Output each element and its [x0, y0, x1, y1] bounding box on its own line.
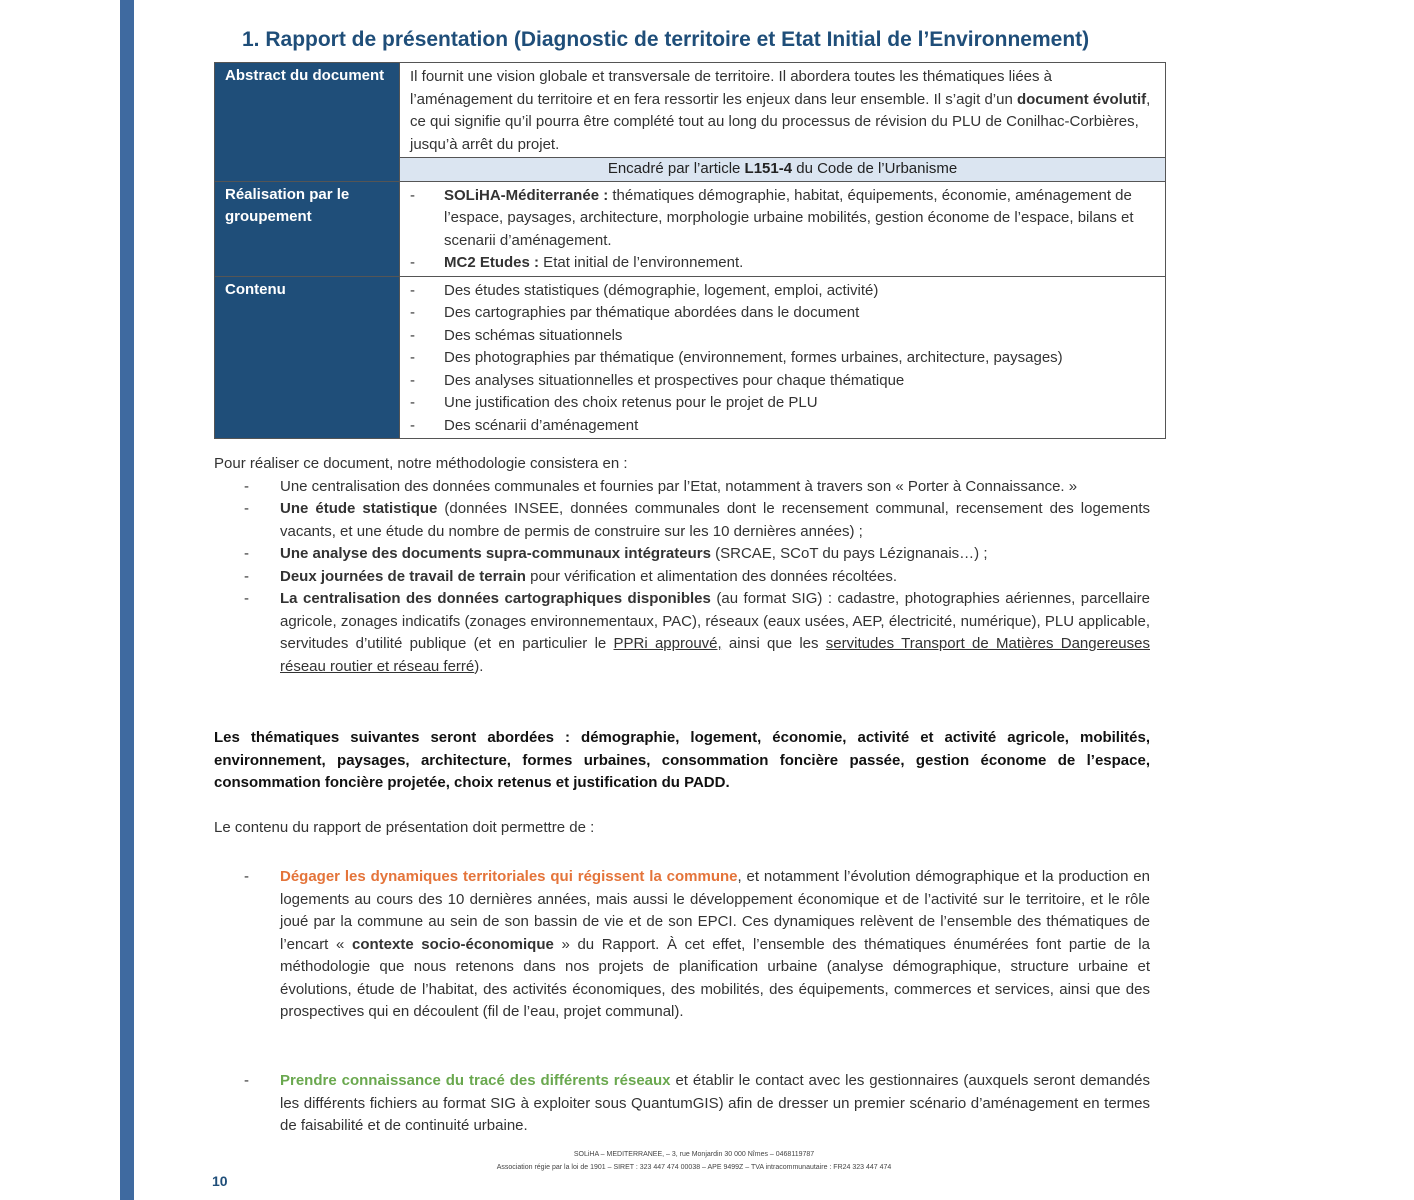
table-row-contenu — [215, 276, 1166, 439]
document-page — [134, 0, 1414, 1200]
list-item: - Prendre connaissance du tracé des différents réseaux et établir le contact avec les gestionnaires (auxquels seront demandés les différents fichiers au format SIG à exploiter sous QuantumGIS) afin de dresser un premier scénario d’aménagement en termes de faisabilité et de continuité urbaine. — [214, 1070, 1150, 1138]
section-title: 1. Rapport de présentation (Diagnostic de territoire et Etat Initial de l’Environnement) — [242, 28, 1090, 51]
page-edge-bar — [120, 0, 134, 1200]
dynamics-section — [214, 866, 1150, 1024]
contenu-cell — [400, 276, 1166, 439]
table-row-realisation — [215, 181, 1166, 276]
list-item: - Des scénarii d’aménagement — [410, 415, 1155, 438]
list-item: - La centralisation des données cartographiques disponibles (au format SIG) : cadastre, photographies aériennes, parcellaire agricole, zonages indicatifs (zonages environnementaux, PAC), réseaux (eaux usées, AEP, électricité, numérique), PLU applicable, servitudes d’utilité publique (et en particulier le PPRi approuvé, ainsi que les servitudes Transport de Matières Dangereuses réseau routier et réseau ferré). — [214, 588, 1150, 678]
list-item: - MC2 Etudes : Etat initial de l’environnement. — [410, 252, 1155, 275]
contenu-intro: Le contenu du rapport de présentation doit permettre de : — [214, 819, 595, 836]
methodology-intro: Pour réaliser ce document, notre méthodologie consistera en : — [214, 455, 628, 472]
list-item: - Une justification des choix retenus pour le projet de PLU — [410, 392, 1155, 415]
list-item: - Des cartographies par thématique abordées dans le document — [410, 302, 1155, 325]
abstract-cell: Il fournit une vision globale et transversale de territoire. Il abordera toutes les thématiques liées à l’aménagement du territoire et en fera ressortir les enjeux dans leur ensemble. Il s’agit d’un document évolutif, ce qui signifie qu’il pourra être complété tout au long du processus de révision du PLU de Conilhac-Corbières, jusqu’à arrêt du projet. — [400, 63, 1166, 158]
realisation-cell — [400, 181, 1166, 276]
themes-paragraph: Les thématiques suivantes seront abordées : démographie, logement, économie, activité et activité agricole, mobilités, environnement, paysages, architecture, formes urbaines, consommation foncière passée, gestion économe de l’espace, consommation foncière projetée, choix retenus et justification du PADD. — [214, 729, 1150, 791]
footer-legal: Association régie par la loi de 1901 – SIRET : 323 447 474 00038 – APE 9499Z – TVA intracommunautaire : FR24 323 447 474 — [496, 1164, 892, 1171]
list-item: - SOLiHA-Méditerranée : thématiques démographie, habitat, équipements, économie, aménagement de l’espace, paysages, architecture, morphologie urbaine mobilités, gestion économe de l’espace, bilans et scenarii d’aménagement. — [410, 185, 1155, 253]
realisation-header: Réalisation par le groupement — [215, 181, 400, 276]
footer-address: SOLiHA – MEDITERRANEE, – 3, rue Monjardin 30 000 Nîmes – 0468119787 — [573, 1151, 815, 1158]
list-item: - Des études statistiques (démographie, logement, emploi, activité) — [410, 280, 1155, 303]
table-row-abstract — [215, 63, 1166, 158]
list-item: - Dégager les dynamiques territoriales qui régissent la commune, et notamment l’évolution démographique et la production en logements au cours des 10 dernières années, mais aussi le développement économique et de l’activité sur le territoire, et le rôle joué par la commune au sein de son bassin de vie et de son EPCI. Ces dynamiques relèvent de l’ensemble des thématiques de l’encart « contexte socio-économique » du Rapport. À cet effet, l’ensemble des thématiques énumérées font partie de la méthodologie que nous retenons dans nos projets de planification urbaine (analyse démographique, structure urbaine et évolutions, étude de l’habitat, des activités économiques, des mobilités, des équipements, commerces et services, ainsi que des prospectives qui en découlent (fil de l’eau, projet communal). — [214, 866, 1150, 1024]
networks-section — [214, 1070, 1150, 1138]
methodology-section — [214, 453, 1150, 678]
page-number: 10 — [212, 1173, 228, 1189]
list-item: - Des analyses situationnelles et prospectives pour chaque thématique — [410, 370, 1155, 393]
contenu-header: Contenu — [215, 276, 400, 439]
list-item: - Une étude statistique (données INSEE, données communales dont le recensement communal, recensement des logements vacants, et une étude du nombre de permis de construire sur les 10 dernières années) ; — [214, 498, 1150, 543]
scan-margin — [0, 0, 120, 1200]
list-item: - Une centralisation des données communales et fournies par l’Etat, notamment à travers son « Porter à Connaissance. » — [214, 476, 1150, 499]
summary-table — [214, 62, 1166, 439]
article-reference-cell: Encadré par l’article L151-4 du Code de l’Urbanisme — [400, 158, 1166, 182]
list-item: - Une analyse des documents supra-communaux intégrateurs (SRCAE, SCoT du pays Lézignanais…) ; — [214, 543, 1150, 566]
list-item: - Des photographies par thématique (environnement, formes urbaines, architecture, paysages) — [410, 347, 1155, 370]
list-item: - Deux journées de travail de terrain pour vérification et alimentation des données récoltées. — [214, 566, 1150, 589]
list-item: - Des schémas situationnels — [410, 325, 1155, 348]
abstract-header: Abstract du document — [215, 63, 400, 182]
methodology-list — [214, 476, 1150, 679]
